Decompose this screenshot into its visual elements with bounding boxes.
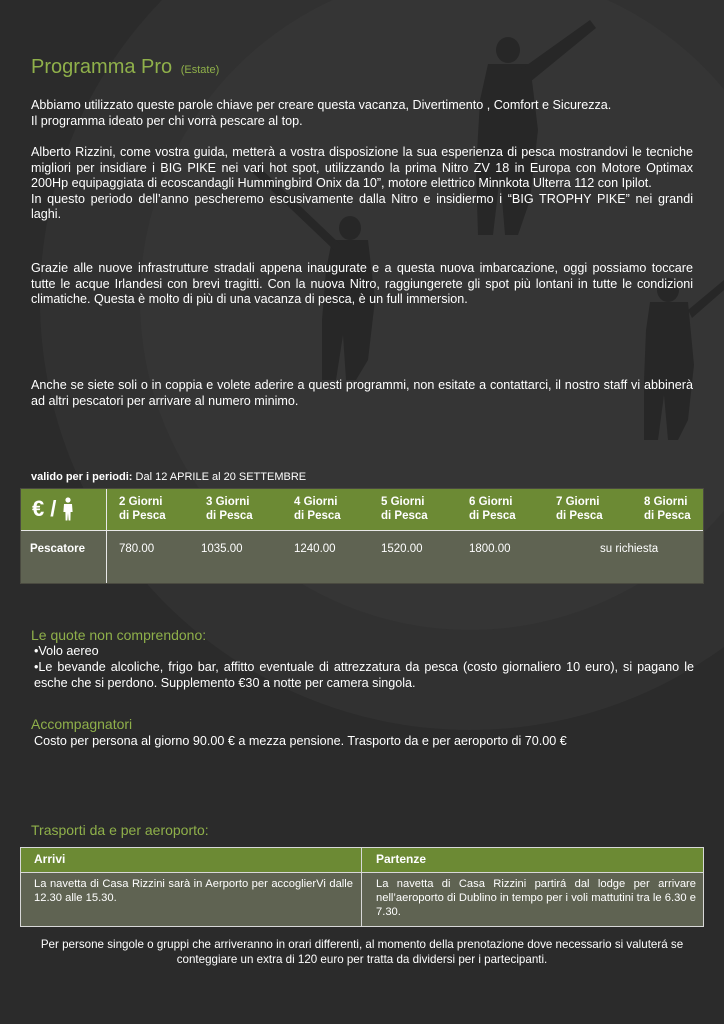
column-7-days: 7 Giorni di Pesca (556, 496, 603, 522)
euro-symbol: € (32, 496, 45, 521)
departures-header: Partenze (362, 847, 704, 872)
exclusions-heading: Le quote non comprendono: (31, 627, 207, 643)
column-8-days: 8 Giorni di Pesca (644, 496, 691, 522)
column-2-days: 2 Giorni di Pesca (119, 496, 166, 522)
transfers-table (20, 847, 704, 927)
arrivals-header: Arrivi (20, 847, 361, 872)
transfers-table-border (20, 847, 704, 927)
validity-line (31, 471, 306, 483)
title-season: (Estate) (180, 64, 220, 76)
companions-heading: Accompagnatori (31, 716, 133, 732)
infrastructure-paragraph: Grazie alle nuove infrastrutture stradali appena inaugurate e a questa nuova imbarcazione, oggi possiamo toccare tutte le acque Irlandesi con brevi tragitti. Con la nuova Nitro, raggiungerete gli spot più lontani in tutte le condizioni climatiche. Questa è molto di più di una vacanza di pesca, è un full immersion. (31, 261, 693, 306)
price-on-request: su richiesta (600, 543, 659, 555)
exclusion-item: •Volo aereo (34, 644, 99, 658)
price-5-days: 1520.00 (381, 543, 423, 555)
page-title (31, 56, 219, 79)
validity-value: Dal 12 APRILE al 20 SETTEMBRE (135, 471, 307, 483)
transfers-heading: Trasporti da e per aeroporto: (31, 822, 209, 838)
price-4-days: 1240.00 (294, 543, 336, 555)
price-table (20, 488, 704, 584)
price-6-days: 1800.00 (469, 543, 511, 555)
footnote: Per persone singole o gruppi che arriveranno in orari differenti, al momento della prenotazione dove necessario si valuterá se conteggiare un extra di 120 euro per tratta da dividersi per i partecipanti. (40, 938, 684, 966)
guide-paragraph: Alberto Rizzini, come vostra guida, metterà a vostra disposizione la sua esperienza di pesca mostrandovi le tecniche migliori per insidiare i BIG PIKE nei vari hot spot, utilizzando la prima Nitro ZV 18 in Europa con Motore Optimax 200Hp equipaggiata di ecoscandagli Hummingbird Onix da 10”, motore elettrico Minnkota Ulterra 112 con Ipilot. In questo periodo dell’anno pescheremo escusivamente dalla Nitro e insidiermo i “BIG TROPHY PIKE” nei grandi laghi. (31, 145, 693, 221)
person-icon (62, 497, 74, 521)
exclusion-item: •Le bevande alcoliche, frigo bar, affitto eventuale di attrezzatura da pesca (costo giornaliero 10 euro), si pagano le esche che si perdono. Supplemento €30 a notte per camera singola. (34, 660, 694, 690)
departures-text: La navetta di Casa Rizzini partirá dal lodge per arrivare nell’aeroporto di Dublino in tempo per i voli mattutini tra le 6.30 e 7.30. (362, 872, 704, 927)
arrivals-text: La navetta di Casa Rizzini sarà in Aerporto per accoglierVi dalle 12.30 alle 15.30. (20, 872, 361, 927)
slash-symbol: / (50, 496, 57, 521)
validity-label: valido per i periodi: (31, 471, 133, 483)
column-3-days: 3 Giorni di Pesca (206, 496, 253, 522)
contact-paragraph: Anche se siete soli o in coppia e volete aderire a questi programmi, non esitate a contattarci, il nostro staff vi abbinerà ad altri pescatori per arrivare al numero minimo. (31, 378, 693, 408)
column-5-days: 5 Giorni di Pesca (381, 496, 428, 522)
column-4-days: 4 Giorni di Pesca (294, 496, 341, 522)
price-3-days: 1035.00 (201, 543, 243, 555)
title-main: Programma Pro (31, 56, 173, 78)
row-label-pescatore: Pescatore (30, 543, 85, 555)
companions-text: Costo per persona al giorno 90.00 € a mezza pensione. Trasporto da e per aeroporto di 70.00 € (34, 734, 567, 748)
intro-paragraph: Abbiamo utilizzato queste parole chiave per creare questa vacanza, Divertimento , Comfort e Sicurezza. Il programma ideato per chi vorrà pescare al top. (31, 98, 612, 128)
price-2-days: 780.00 (119, 543, 155, 555)
price-header-symbols (32, 496, 74, 522)
column-6-days: 6 Giorni di Pesca (469, 496, 516, 522)
